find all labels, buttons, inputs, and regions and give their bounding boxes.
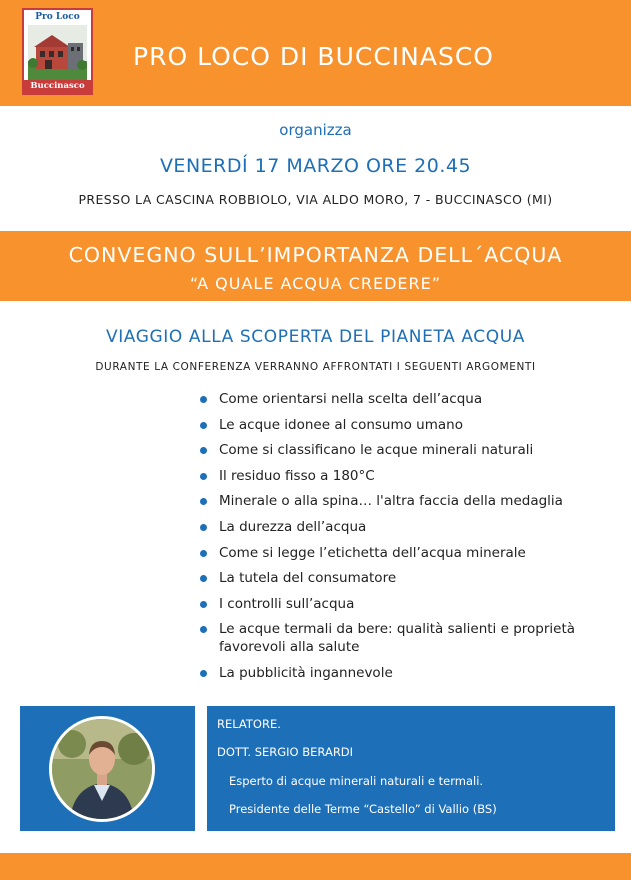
bullet-icon [200,626,207,633]
bullet-icon [200,550,207,557]
speaker-role-1: Esperto di acque minerali naturali e termali. [229,774,484,788]
list-item [200,416,620,434]
speaker-photo [49,716,155,822]
topic-text: Minerale o alla spina… l'altra faccia della medaglia [219,493,563,510]
topic-text: Le acque idonee al consumo umano [219,416,463,433]
list-item [200,595,620,613]
list-item [200,620,620,656]
speaker-role-2: Presidente delle Terme “Castello” di Vallio (BS) [229,802,497,816]
bullet-icon [200,447,207,454]
pro-loco-logo [22,8,93,95]
list-item [200,664,620,682]
topic-text: Come si classificano le acque minerali naturali [219,442,534,459]
topic-text: Le acque termali da bere: qualità salienti e proprietà favorevoli alla salute [219,621,576,656]
footer-bar [0,853,631,880]
bullet-icon [200,670,207,677]
speaker-info-panel [207,706,615,831]
conference-subtitle: “A QUALE ACQUA CREDERE” [189,274,442,293]
topic-text: La durezza dell’acqua [219,518,367,535]
list-item [200,544,620,562]
bullet-icon [200,422,207,429]
logo-bottom-text: Buccinasco [24,80,91,93]
event-date: VENERDÍ 17 MARZO ORE 20.45 [159,155,472,177]
list-item [200,569,620,587]
speaker-heading: RELATORE. [217,717,281,731]
bullet-icon [200,473,207,480]
list-item [200,467,620,485]
topic-text: La pubblicità ingannevole [219,664,393,681]
bullet-icon [200,601,207,608]
speaker-photo-panel [20,706,195,831]
section-subtitle: DURANTE LA CONFERENZA VERRANNO AFFRONTATI I SEGUENTI ARGOMENTI [95,361,536,373]
topic-text: La tutela del consumatore [219,570,397,587]
list-item [200,492,620,510]
section-title: VIAGGIO ALLA SCOPERTA DEL PIANETA ACQUA [105,327,526,347]
list-item [200,441,620,459]
topics-list [200,390,620,690]
bullet-icon [200,524,207,531]
speaker-name: DOTT. SERGIO BERARDI [217,745,354,759]
topic-text: Come si legge l’etichetta dell’acqua minerale [219,544,526,561]
topic-text: Come orientarsi nella scelta dell’acqua [219,391,483,407]
bullet-icon [200,575,207,582]
bullet-icon [200,498,207,505]
topic-text: Il residuo fisso a 180°C [219,467,375,484]
conference-title: CONVEGNO SULL’IMPORTANZA DELL´ACQUA [68,243,563,267]
list-item [200,390,620,408]
organizza-text: organizza [279,121,352,139]
header-title: PRO LOCO DI BUCCINASCO [133,42,494,71]
logo-building-image [28,25,87,81]
logo-top-text: Pro Loco [24,10,91,24]
topic-text: I controlli sull’acqua [219,595,355,612]
bullet-icon [200,396,207,403]
event-place: PRESSO LA CASCINA ROBBIOLO, VIA ALDO MORO, 7 - BUCCINASCO (MI) [78,192,553,207]
conference-banner [0,231,631,301]
header-bar [0,0,631,106]
list-item [200,518,620,536]
